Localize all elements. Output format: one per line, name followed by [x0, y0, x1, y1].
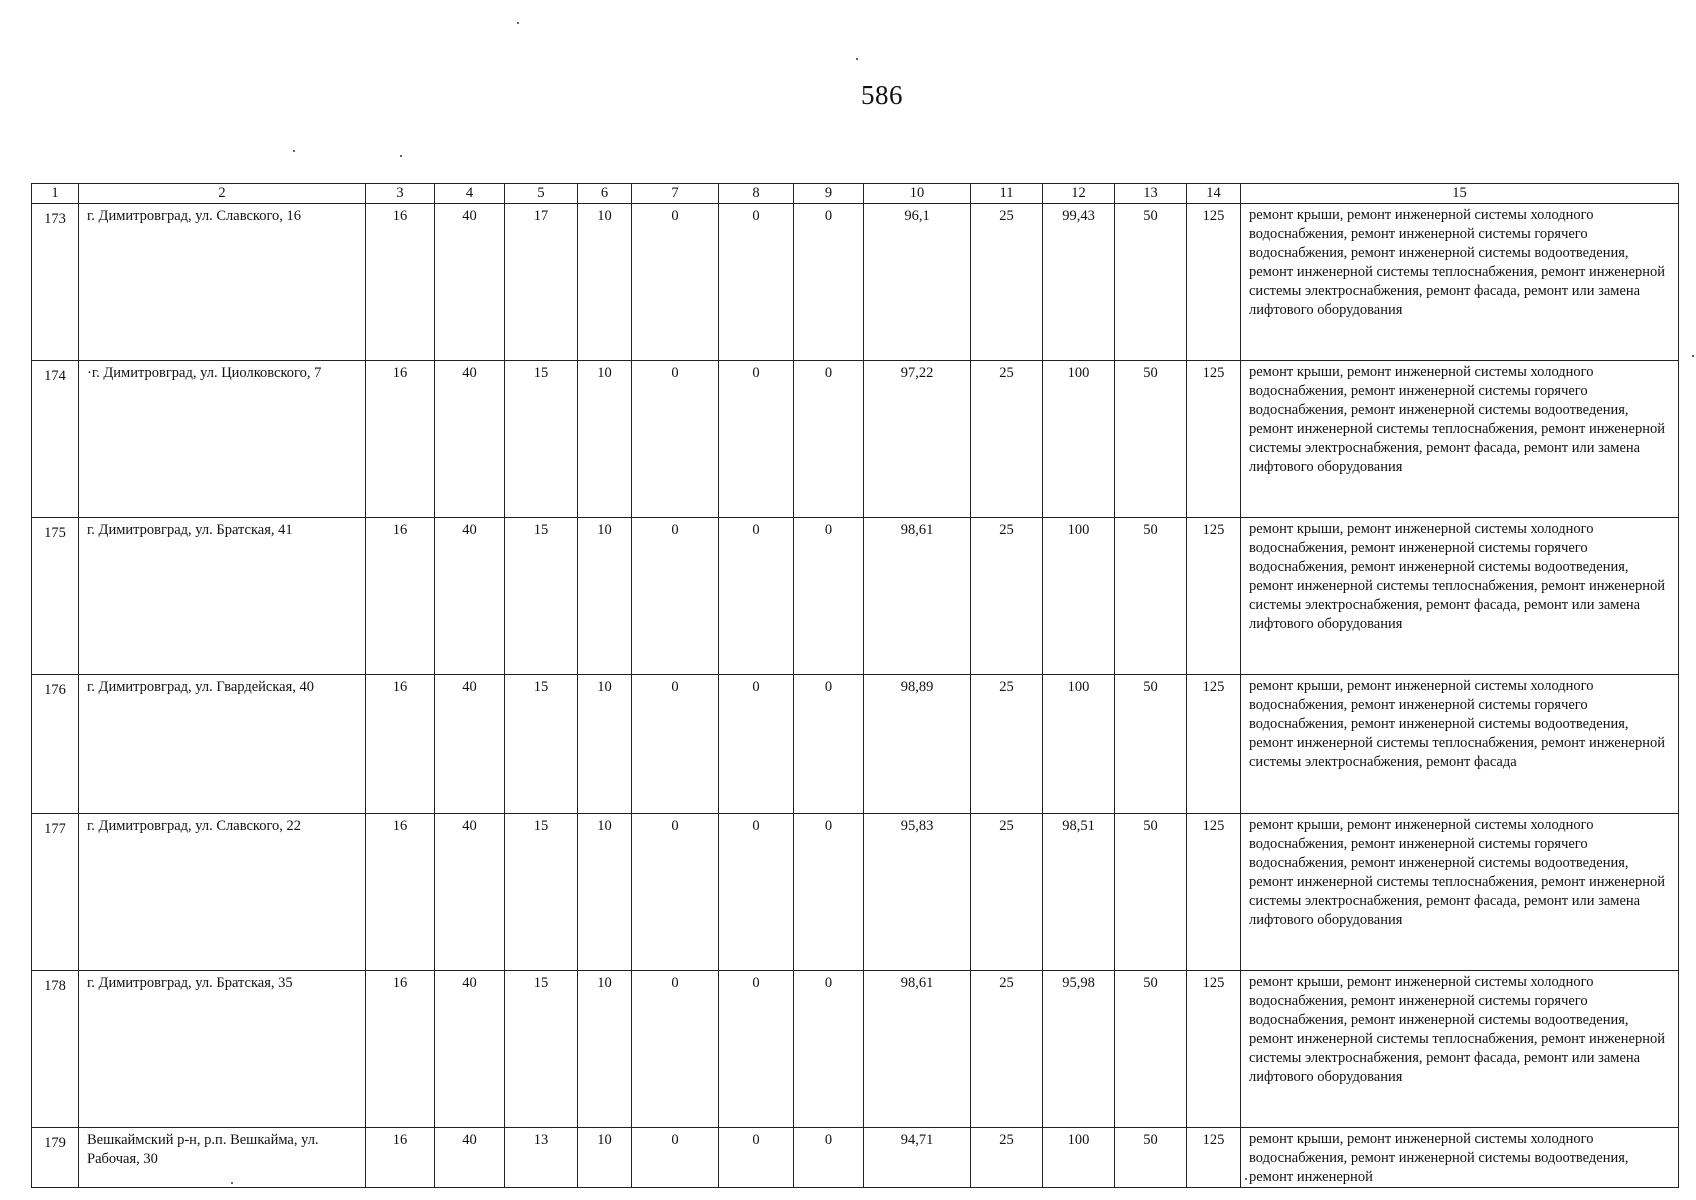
value-cell: 0: [794, 971, 864, 1128]
value-cell: 50: [1115, 1128, 1187, 1188]
address-cell: Вешкаймский р-н, р.п. Вешкайма, ул. Рабочая, 30: [79, 1128, 366, 1188]
value-cell: 16: [366, 971, 435, 1128]
value-cell: 15: [505, 971, 578, 1128]
scan-speck: [1692, 355, 1694, 357]
works-cell: ремонт крыши, ремонт инженерной системы холодного водоснабжения, ремонт инженерной системы горячего водоснабжения, ремонт инженерной системы водоотведения, ремонт инженерной системы теплоснабжения, ремонт инженерной системы электроснабжения, ремонт фасада, ремонт или замена лифтового оборудования: [1241, 204, 1679, 361]
value-cell: 0: [632, 971, 719, 1128]
value-cell: 10: [578, 204, 632, 361]
value-cell: 0: [794, 361, 864, 518]
value-cell: 40: [435, 814, 505, 971]
column-number: 10: [864, 184, 971, 204]
value-cell: 15: [505, 361, 578, 518]
value-cell: 0: [719, 675, 794, 814]
address-cell: г. Димитровград, ул. Славского, 16: [79, 204, 366, 361]
column-number: 7: [632, 184, 719, 204]
value-cell: 40: [435, 971, 505, 1128]
value-cell: 10: [578, 1128, 632, 1188]
value-cell: 15: [505, 675, 578, 814]
column-number: 4: [435, 184, 505, 204]
address-cell: г. Димитровград, ул. Братская, 41: [79, 518, 366, 675]
table-row: [32, 204, 1679, 361]
value-cell: 10: [578, 814, 632, 971]
value-cell: 0: [719, 518, 794, 675]
value-cell: 0: [794, 204, 864, 361]
value-cell: 50: [1115, 675, 1187, 814]
value-cell: 95,98: [1043, 971, 1115, 1128]
column-number: 1: [32, 184, 79, 204]
value-cell: 25: [971, 361, 1043, 518]
value-cell: 0: [719, 971, 794, 1128]
value-cell: 98,61: [864, 518, 971, 675]
row-number: 177: [32, 814, 79, 971]
scan-speck: [293, 150, 295, 152]
value-cell: 125: [1187, 675, 1241, 814]
column-number-row: [32, 184, 1679, 204]
value-cell: 15: [505, 518, 578, 675]
value-cell: 94,71: [864, 1128, 971, 1188]
value-cell: 0: [719, 814, 794, 971]
value-cell: 96,1: [864, 204, 971, 361]
scan-speck: [400, 155, 402, 157]
value-cell: 16: [366, 675, 435, 814]
table-row: [32, 814, 1679, 971]
works-cell: ремонт крыши, ремонт инженерной системы холодного водоснабжения, ремонт инженерной системы горячего водоснабжения, ремонт инженерной системы водоотведения, ремонт инженерной системы теплоснабжения, ремонт инженерной системы электроснабжения, ремонт фасада, ремонт или замена лифтового оборудования: [1241, 814, 1679, 971]
scan-speck: [856, 58, 858, 60]
row-number: 176: [32, 675, 79, 814]
value-cell: 0: [794, 1128, 864, 1188]
value-cell: 0: [632, 1128, 719, 1188]
value-cell: 125: [1187, 361, 1241, 518]
value-cell: 25: [971, 675, 1043, 814]
column-number: 13: [1115, 184, 1187, 204]
value-cell: 13: [505, 1128, 578, 1188]
table-row: [32, 675, 1679, 814]
value-cell: 25: [971, 814, 1043, 971]
value-cell: 16: [366, 204, 435, 361]
column-number: 12: [1043, 184, 1115, 204]
works-cell: ремонт крыши, ремонт инженерной системы холодного водоснабжения, ремонт инженерной системы горячего водоснабжения, ремонт инженерной системы водоотведения, ремонт инженерной системы теплоснабжения, ремонт инженерной системы электроснабжения, ремонт фасада, ремонт или замена лифтового оборудования: [1241, 361, 1679, 518]
address-cell: г. Димитровград, ул. Братская, 35: [79, 971, 366, 1128]
row-number: 175: [32, 518, 79, 675]
value-cell: 98,51: [1043, 814, 1115, 971]
value-cell: 100: [1043, 518, 1115, 675]
row-number: 178: [32, 971, 79, 1128]
column-number: 3: [366, 184, 435, 204]
value-cell: 125: [1187, 814, 1241, 971]
page-number: 586: [861, 80, 903, 110]
value-cell: 0: [719, 204, 794, 361]
value-cell: 25: [971, 204, 1043, 361]
column-number: 2: [79, 184, 366, 204]
value-cell: 0: [632, 518, 719, 675]
scan-speck: [517, 22, 519, 24]
value-cell: 16: [366, 1128, 435, 1188]
scan-speck: [1245, 1178, 1247, 1180]
value-cell: 100: [1043, 675, 1115, 814]
value-cell: 16: [366, 361, 435, 518]
table-row: [32, 518, 1679, 675]
address-cell: г. Димитровград, ул. Славского, 22: [79, 814, 366, 971]
scan-speck: [231, 1182, 233, 1184]
value-cell: 0: [794, 518, 864, 675]
value-cell: 98,89: [864, 675, 971, 814]
works-cell: ремонт крыши, ремонт инженерной системы холодного водоснабжения, ремонт инженерной системы водоотведения, ремонт инженерной: [1241, 1128, 1679, 1188]
value-cell: 0: [632, 675, 719, 814]
value-cell: 0: [719, 361, 794, 518]
value-cell: 40: [435, 1128, 505, 1188]
value-cell: 50: [1115, 518, 1187, 675]
value-cell: 25: [971, 971, 1043, 1128]
value-cell: 50: [1115, 361, 1187, 518]
value-cell: 40: [435, 518, 505, 675]
works-cell: ремонт крыши, ремонт инженерной системы холодного водоснабжения, ремонт инженерной системы горячего водоснабжения, ремонт инженерной системы водоотведения, ремонт инженерной системы теплоснабжения, ремонт инженерной системы электроснабжения, ремонт фасада, ремонт или замена лифтового оборудования: [1241, 518, 1679, 675]
table-row: [32, 1128, 1679, 1188]
value-cell: 15: [505, 814, 578, 971]
value-cell: 0: [632, 814, 719, 971]
value-cell: 97,22: [864, 361, 971, 518]
value-cell: 17: [505, 204, 578, 361]
value-cell: 50: [1115, 204, 1187, 361]
column-number: 15: [1241, 184, 1679, 204]
column-number: 11: [971, 184, 1043, 204]
address-cell: г. Димитровград, ул. Гвардейская, 40: [79, 675, 366, 814]
column-number: 8: [719, 184, 794, 204]
value-cell: 10: [578, 518, 632, 675]
value-cell: 25: [971, 518, 1043, 675]
works-cell: ремонт крыши, ремонт инженерной системы холодного водоснабжения, ремонт инженерной системы горячего водоснабжения, ремонт инженерной системы водоотведения, ремонт инженерной системы теплоснабжения, ремонт инженерной системы электроснабжения, ремонт фасада, ремонт или замена лифтового оборудования: [1241, 971, 1679, 1128]
value-cell: 99,43: [1043, 204, 1115, 361]
value-cell: 98,61: [864, 971, 971, 1128]
works-cell: ремонт крыши, ремонт инженерной системы холодного водоснабжения, ремонт инженерной системы горячего водоснабжения, ремонт инженерной системы водоотведения, ремонт инженерной системы теплоснабжения, ремонт инженерной системы электроснабжения, ремонт фасада: [1241, 675, 1679, 814]
value-cell: 40: [435, 361, 505, 518]
value-cell: 25: [971, 1128, 1043, 1188]
value-cell: 125: [1187, 204, 1241, 361]
value-cell: 0: [794, 814, 864, 971]
value-cell: 10: [578, 971, 632, 1128]
value-cell: 40: [435, 204, 505, 361]
column-number: 6: [578, 184, 632, 204]
value-cell: 0: [632, 361, 719, 518]
value-cell: 100: [1043, 361, 1115, 518]
value-cell: 0: [794, 675, 864, 814]
value-cell: 10: [578, 675, 632, 814]
address-cell: ·г. Димитровград, ул. Циолковского, 7: [79, 361, 366, 518]
capital-repair-table: [31, 183, 1679, 1188]
value-cell: 50: [1115, 971, 1187, 1128]
value-cell: 50: [1115, 814, 1187, 971]
row-number: 179: [32, 1128, 79, 1188]
column-number: 14: [1187, 184, 1241, 204]
value-cell: 95,83: [864, 814, 971, 971]
column-number: 5: [505, 184, 578, 204]
value-cell: 125: [1187, 1128, 1241, 1188]
value-cell: 40: [435, 675, 505, 814]
value-cell: 16: [366, 814, 435, 971]
table-row: [32, 361, 1679, 518]
value-cell: 16: [366, 518, 435, 675]
value-cell: 125: [1187, 971, 1241, 1128]
table-row: [32, 971, 1679, 1128]
value-cell: 0: [719, 1128, 794, 1188]
value-cell: 100: [1043, 1128, 1115, 1188]
row-number: 173: [32, 204, 79, 361]
value-cell: 125: [1187, 518, 1241, 675]
row-number: 174: [32, 361, 79, 518]
value-cell: 10: [578, 361, 632, 518]
column-number: 9: [794, 184, 864, 204]
value-cell: 0: [632, 204, 719, 361]
